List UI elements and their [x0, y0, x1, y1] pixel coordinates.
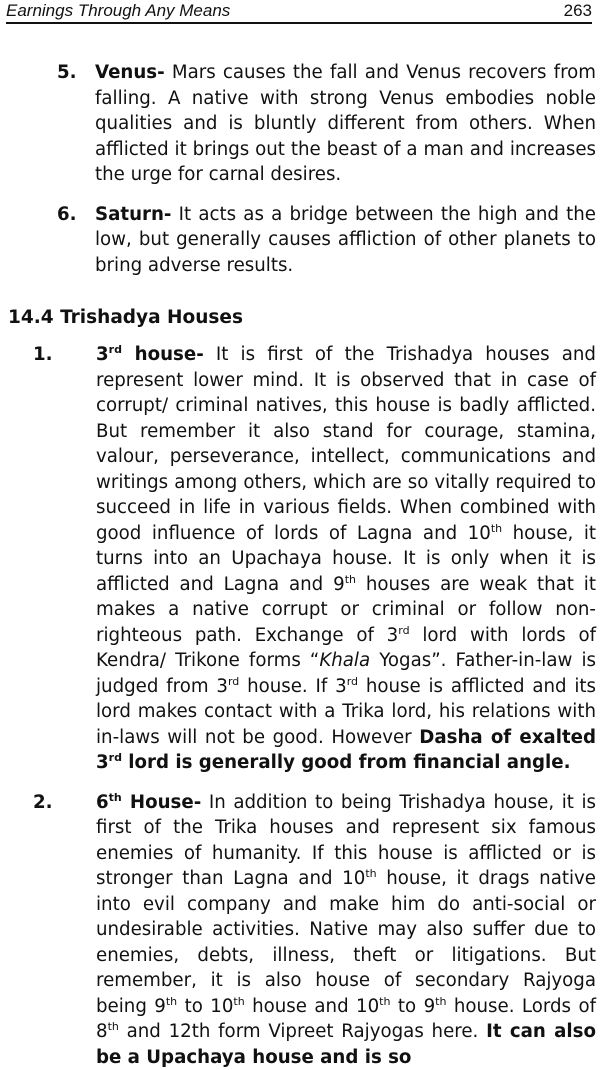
page-number: 263 [564, 1, 592, 22]
item-paragraph: 3rd house- It is first of the Trishadya houses and represent lower mind. It is observed that in case of corrupt/ criminal natives, this house is badly afflicted. But remember it also stand for courage, stamina, valour, perseverance, intellect, communications and writings among others, which are so vitally required to succeed in life in various fields. When combined with good influence of lords of Lagna and 10th house, it turns into an Upachaya house. It is only when it is afflicted and Lagna and 9th houses are weak that it makes a native corrupt or criminal or follow non-righteous path. Exchange of 3rd lord with lords of Kendra/ Trikone forms “Khala Yogas”. Father-in-law is judged from 3rd house. If 3rd house is afflicted and its lord makes contact with a Trika lord, his relations with in-laws will not be good. However Dasha of exalted 3rd lord is generally good from financial angle. [96, 342, 596, 776]
item-paragraph [95, 202, 596, 279]
planet-list [0, 60, 600, 278]
item-number: 1. [33, 342, 53, 368]
item-text: Mars causes the fall and Venus recovers from falling. A native with strong Venus embodies noble qualities and is bluntly different from others. When afflicted it brings out the beast of a man and increases the urge for carnal desires. [95, 62, 596, 185]
item-number: 5. [57, 60, 77, 86]
section-heading: 14.4 Trishadya Houses [8, 306, 600, 330]
list-item-3rd-house [0, 342, 600, 776]
item-text: It acts as a bridge between the high and the low, but generally causes affliction of other planets to bring adverse results. [95, 204, 596, 276]
list-item-6th-house [0, 790, 600, 1070]
list-item-venus [0, 60, 600, 188]
houses-list [0, 342, 600, 1070]
list-item-saturn [0, 202, 600, 279]
item-number: 2. [33, 790, 53, 816]
item-number: 6. [57, 202, 77, 228]
running-title: Earnings Through Any Means [6, 1, 230, 22]
page-header [6, 0, 592, 24]
item-paragraph [95, 60, 596, 188]
item-lead: 3rd house- [96, 344, 204, 365]
item-lead: 6th House- [96, 792, 201, 813]
page-body [0, 60, 600, 1070]
item-paragraph: 6th House- In addition to being Trishadya house, it is first of the Trika houses and represent six famous enemies of humanity. If this house is afflicted or is stronger than Lagna and 10th house, it drags native into evil company and make him do anti-social or undesirable activities. Native may also suffer due to enemies, debts, illness, theft or litigations. But remember, it is also house of secondary Rajyoga being 9th to 10th house and 10th to 9th house. Lords of 8th and 12th form Vipreet Rajyogas here. It can also be a Upachaya house and is so [96, 790, 596, 1070]
item-lead: Saturn- [95, 204, 171, 225]
item-lead: Venus- [95, 62, 165, 83]
